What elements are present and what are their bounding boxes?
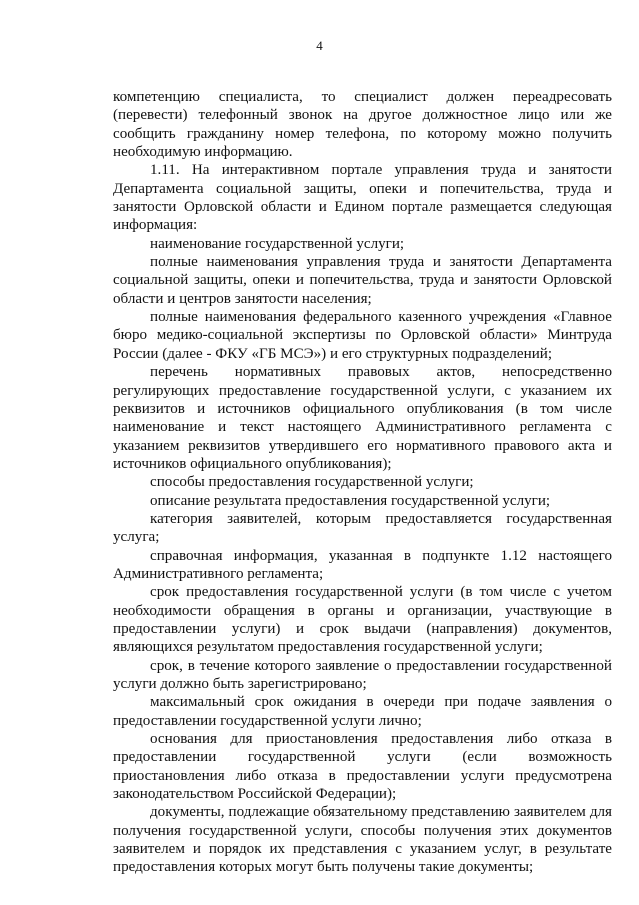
list-item-reference-info: справочная информация, указанная в подпункте 1.12 настоящего Административного регламента;: [113, 547, 612, 582]
list-item-federal-institution-names: полные наименования федерального казенного учреждения «Главное бюро медико-социальной экспертизы по Орловской области» Минтруда России (далее - ФКУ «ГБ МСЭ») и его структурных подразделений;: [113, 309, 612, 362]
list-item-department-names: полные наименования управления труда и занятости Департамента социальной защиты, опеки и попечительства, труда и занятости Орловской области и центров занятости населения;: [113, 254, 612, 307]
page-number: 4: [316, 38, 323, 53]
body-text: [113, 88, 612, 877]
list-item-result-description: описание результата предоставления государственной услуги;: [150, 492, 551, 509]
list-item-applicant-categories: категория заявителей, которым предоставляется государственная услуга;: [113, 510, 612, 546]
list-item-registration-term: срок, в течение которого заявление о предоставлении государственной услуги должно быть зарегистрировано;: [113, 657, 612, 692]
paragraph-section-1-11: 1.11. На интерактивном портале управления труда и занятости Департамента социальной защиты, опеки и попечительства, труда и занятости Орловской области и Едином портале размещается следующая информация:: [113, 162, 612, 234]
list-item-service-term: срок предоставления государственной услуги (в том числе с учетом необходимости обращения в органы и организации, участвующие в предоставлении услуги) и срок выдачи (направления) документов, являющихся результатом предоставления государственной услуги;: [113, 584, 612, 656]
paragraph-continuation: компетенцию специалиста, то специалист должен переадресовать (перевести) телефонный звонок на другое должностное лицо или же сообщить гражданину номер телефона, по которому можно получить необходимую информацию.: [113, 89, 612, 161]
list-item-required-documents: документы, подлежащие обязательному представлению заявителем для получения государственной услуги, способы получения этих документов заявителем и порядок их представления с указанием услуг, в результате предоставления которых могут быть получены такие документы;: [113, 804, 612, 876]
list-item-service-name: наименование государственной услуги;: [150, 235, 405, 252]
list-item-legal-acts: перечень нормативных правовых актов, непосредственно регулирующих предоставление государственной услуги, с указанием их реквизитов и источников официального опубликования (в том числе наименование и текст настоящего Административного регламента с указанием реквизитов утвердившего его нормативного правового акта и источников официального опубликования);: [113, 364, 612, 472]
list-item-suspension-grounds: основания для приостановления предоставления либо отказа в предоставлении государственной услуги (если возможность приостановления либо отказа в предоставлении услуги предусмотрена законодательством Российской Федерации);: [113, 731, 612, 803]
list-item-queue-waiting-time: максимальный срок ожидания в очереди при подаче заявления о предоставлении государственной услуги лично;: [113, 694, 612, 729]
list-item-provision-methods: способы предоставления государственной услуги;: [150, 474, 474, 491]
